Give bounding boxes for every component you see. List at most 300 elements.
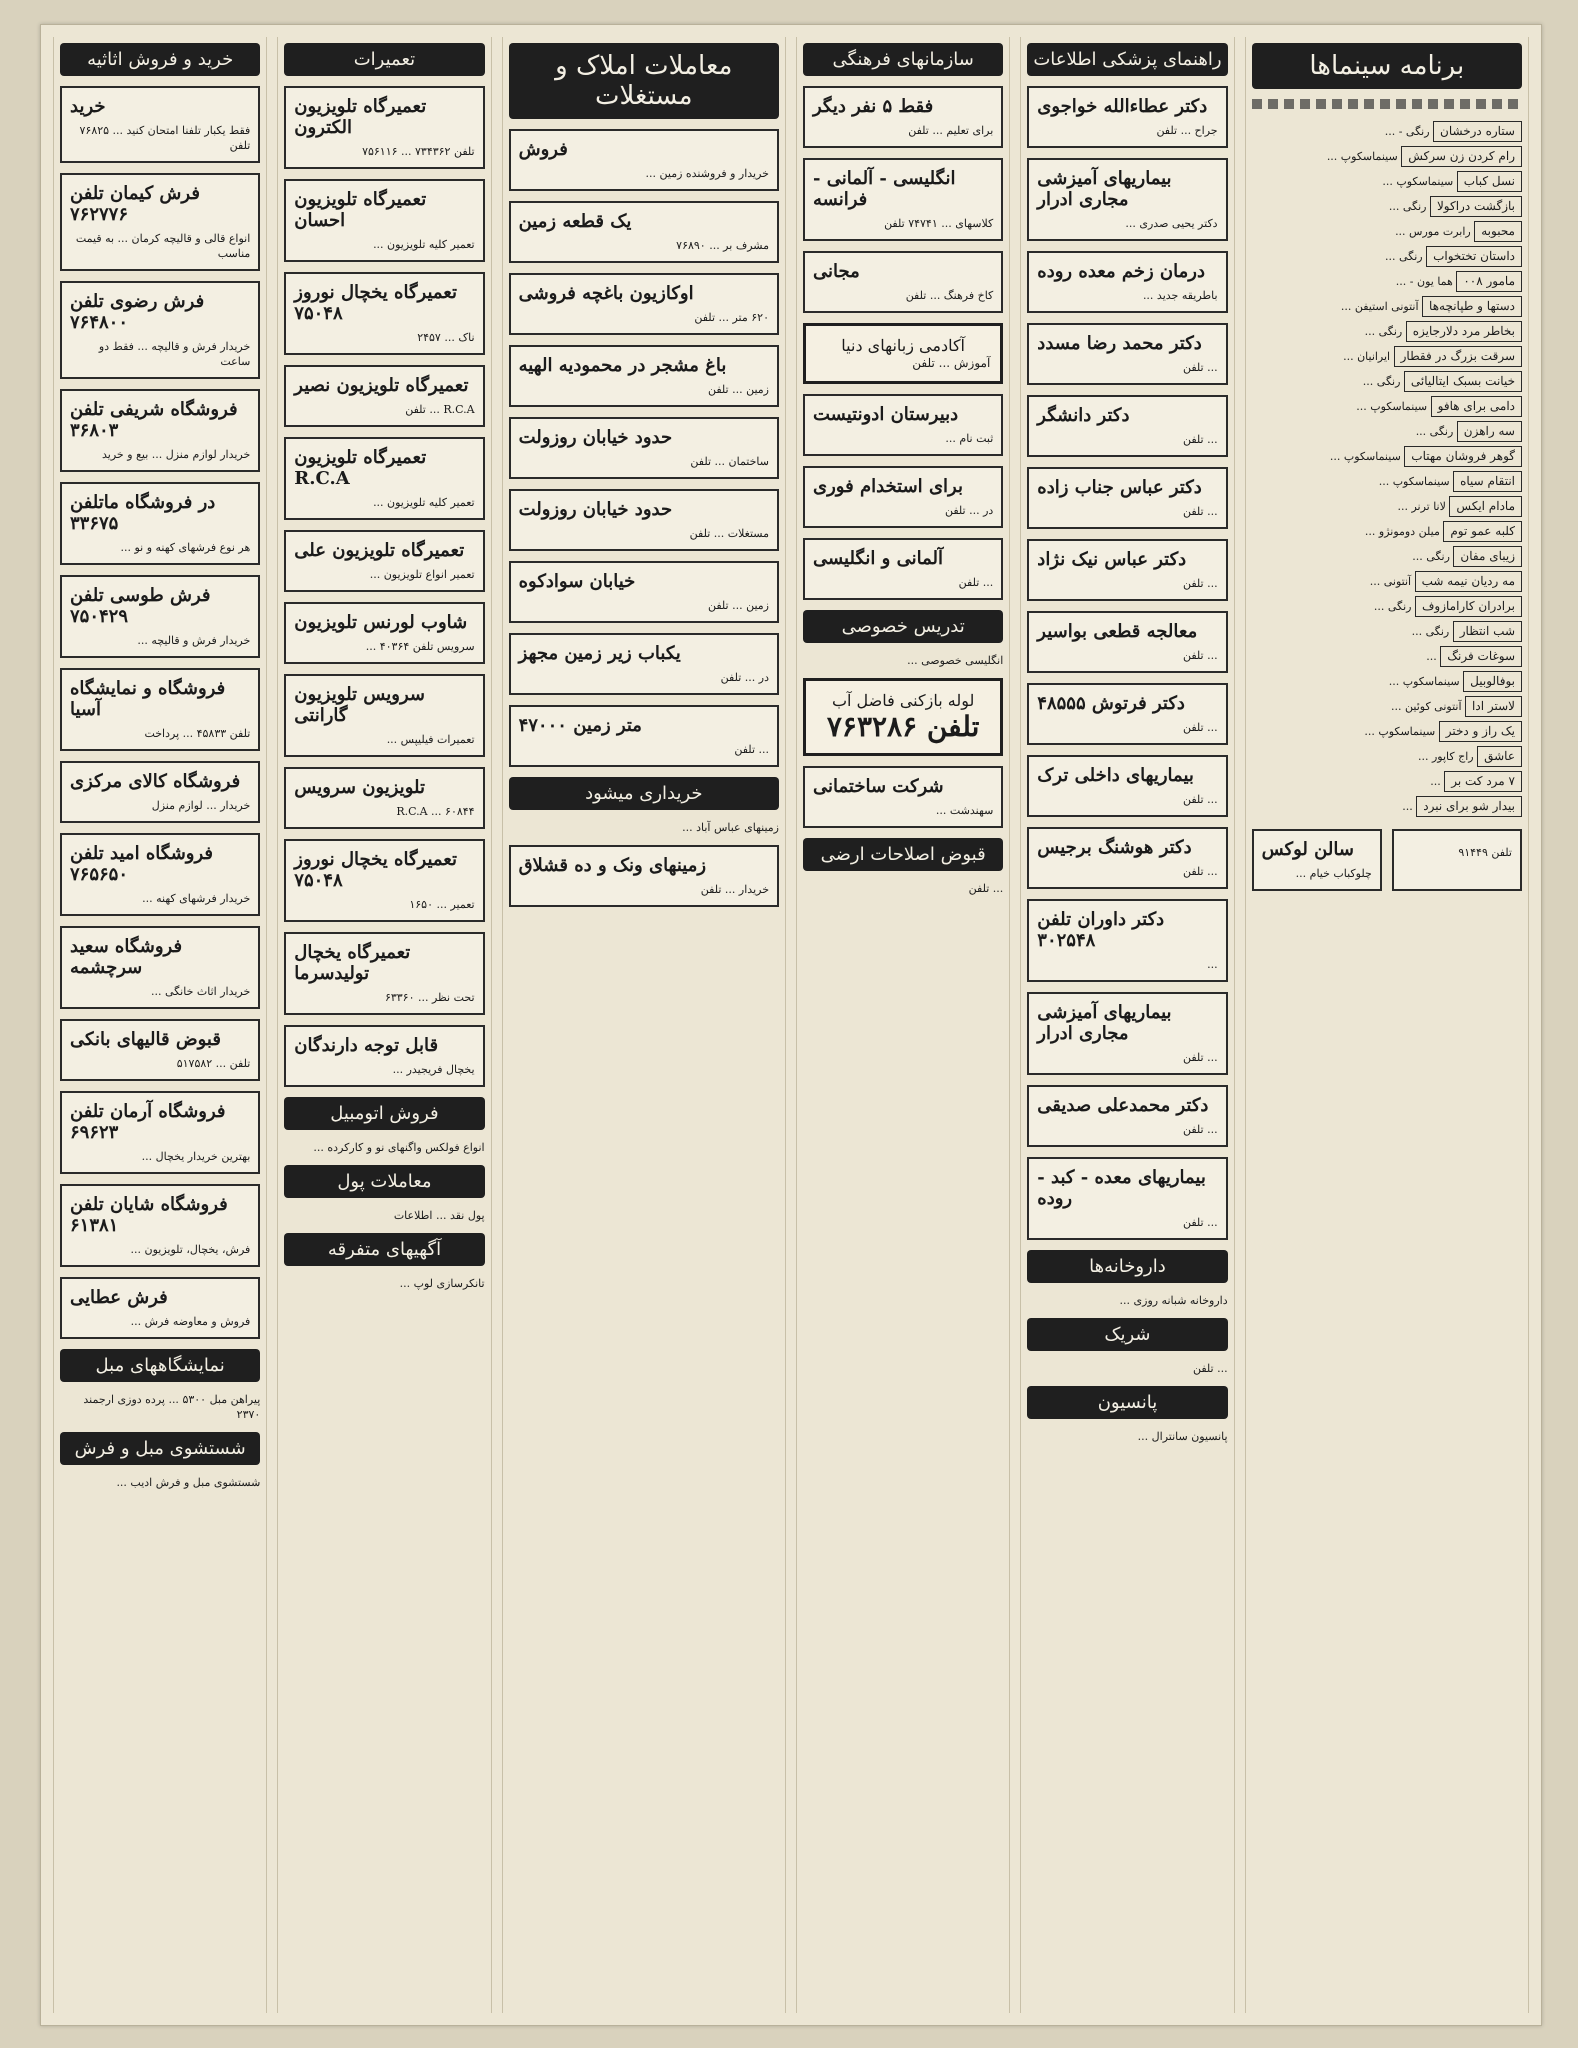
- repairs-title: قابل توجه دارندگان: [294, 1035, 439, 1056]
- ad-academy: [803, 323, 1003, 384]
- culture-title: آلمانی و انگلیسی: [813, 548, 944, 569]
- furniture-text: خریدار اثاث خانگی ...: [150, 985, 251, 998]
- realestate-text: خریدار و فروشنده زمین ...: [645, 167, 769, 180]
- furniture-title: فروشگاه آرمان تلفن ۶۹۶۲۳: [70, 1101, 226, 1143]
- ad-text: تلفن ۹۱۴۴۹: [1458, 846, 1512, 859]
- medical-item: [1027, 827, 1227, 889]
- repairs-text: تعمیر ... ۱۶۵۰: [409, 898, 475, 911]
- cinema-item: [1252, 269, 1522, 294]
- cinema-text: رنگی ...: [1388, 200, 1427, 213]
- furniture-title: فروشگاه امید تلفن ۷۶۵۶۵۰: [70, 843, 213, 885]
- culture-title: دبیرستان ادونتیست: [813, 404, 959, 425]
- repairs-header: تعمیرات: [284, 43, 484, 76]
- culture-title: برای استخدام فوری: [813, 476, 963, 497]
- cinema-item: [1252, 494, 1522, 519]
- cinema-item: [1252, 519, 1522, 544]
- medical-text: ... تلفن: [1182, 649, 1218, 662]
- culture-text: سهندشت ...: [935, 804, 994, 817]
- cinema-item: [1252, 694, 1522, 719]
- section-header: تدریس خصوصی: [803, 610, 1003, 643]
- cinema-title: مه ردیان نیمه شب: [1415, 571, 1522, 592]
- repairs-item: [284, 86, 484, 169]
- cinema-title: دامی برای هافو: [1431, 396, 1522, 417]
- section-text: انواع فولکس واگنهای نو و کارکرده ...: [313, 1141, 485, 1154]
- cinema-footer: [1252, 829, 1522, 891]
- cinema-text: رنگی ...: [1384, 250, 1423, 263]
- cinema-item: [1252, 544, 1522, 569]
- cinema-item: [1252, 344, 1522, 369]
- cinema-item: [1252, 394, 1522, 419]
- culture-text: ثبت نام ...: [945, 432, 994, 445]
- cinema-item: [1252, 294, 1522, 319]
- cinema-item: [1252, 419, 1522, 444]
- cinema-text: لانا ترنر ...: [1397, 500, 1446, 513]
- realestate-item: [509, 705, 779, 767]
- cinema-item: [1252, 769, 1522, 794]
- medical-item: [1027, 1157, 1227, 1240]
- realestate-item: [509, 489, 779, 551]
- medical-item: [1027, 467, 1227, 529]
- furniture-text: فروش و معاوضه فرش ...: [130, 1315, 251, 1328]
- culture-item: [803, 86, 1003, 148]
- furniture-title: خرید: [70, 96, 106, 117]
- realestate-item: [509, 345, 779, 407]
- realestate-title: ۴۷۰۰۰ متر زمین: [518, 715, 642, 736]
- culture-item: [803, 394, 1003, 456]
- ad-pipe: [803, 678, 1003, 756]
- realestate-title: باغ مشجر در محمودیه الهیه: [518, 355, 727, 376]
- furniture-item: [60, 482, 260, 565]
- medical-title: دکتر داوران تلفن ۳۰۲۵۴۸: [1037, 909, 1165, 951]
- medical-text: ...: [1207, 958, 1218, 971]
- cinema-text: هما یون - ...: [1395, 275, 1453, 288]
- cinema-title: زیبای مفان: [1453, 546, 1522, 567]
- realestate-title: اوکازیون باغچه فروشی: [518, 283, 694, 304]
- furniture-title: در فروشگاه ماتلفن ۳۳۶۷۵: [70, 492, 216, 534]
- furniture-text: خریدار فرش و قالیچه ...: [137, 634, 251, 647]
- medical-text: ... تلفن: [1182, 721, 1218, 734]
- columns: [53, 37, 1529, 2013]
- culture-item: [803, 251, 1003, 313]
- repairs-item: [284, 767, 484, 829]
- culture-item: [803, 766, 1003, 828]
- repairs-item: [284, 932, 484, 1015]
- cinema-title: عاشق: [1477, 746, 1522, 767]
- medical-item: [1027, 395, 1227, 457]
- cinema-text: رنگی - ...: [1384, 125, 1430, 138]
- column-realestate: [502, 37, 786, 2013]
- cinema-title: برادران کارامازوف: [1415, 596, 1522, 617]
- cinema-title: محبوبه: [1474, 221, 1522, 242]
- realestate-title: فروش: [518, 139, 568, 160]
- medical-item: [1027, 755, 1227, 817]
- ad-title: لوله بازکنی فاضل آب: [831, 691, 975, 710]
- repairs-item: [284, 530, 484, 592]
- furniture-text: انواع قالی و قالیچه کرمان ... به قیمت مناسب: [75, 232, 251, 260]
- furniture-item: [60, 1184, 260, 1267]
- cinema-title: انتقام سیاه: [1453, 471, 1522, 492]
- culture-item: [803, 538, 1003, 600]
- realestate-title: زمینهای ونک و ده قشلاق: [518, 855, 707, 876]
- repairs-title: سرویس تلویزیون گارانتی: [294, 684, 425, 726]
- cinema-text: راج کاپور ...: [1418, 750, 1474, 763]
- ad-title: سالن لوکس: [1261, 839, 1354, 860]
- realestate-title: یکباب زیر زمین مجهز: [518, 643, 681, 664]
- medical-title: درمان زخم معده روده: [1037, 261, 1205, 282]
- medical-text: جراح ... تلفن: [1156, 124, 1218, 137]
- culture-title: شرکت ساختمانی: [813, 776, 944, 797]
- cinema-item: [1252, 169, 1522, 194]
- culture-text: کاخ فرهنگ ... تلفن: [905, 289, 994, 302]
- cinema-text: آنتونی استیفن ...: [1340, 300, 1419, 313]
- section-text: پول نقد ... اطلاعات: [393, 1209, 485, 1222]
- culture-header: سازمانهای فرهنگی: [803, 43, 1003, 76]
- culture-item: [803, 466, 1003, 528]
- cinema-item: [1252, 469, 1522, 494]
- cinema-title: شب انتظار: [1453, 621, 1522, 642]
- section-text: ... تلفن: [1192, 1362, 1228, 1375]
- newspaper-page: [40, 24, 1542, 2026]
- repairs-item: [284, 365, 484, 427]
- medical-text: ... تلفن: [1182, 577, 1218, 590]
- repairs-item: [284, 1025, 484, 1087]
- repairs-item: [284, 179, 484, 262]
- cinema-item: [1252, 444, 1522, 469]
- cinema-title: یک راز و دختر: [1439, 721, 1522, 742]
- medical-text: ... تلفن: [1182, 1216, 1218, 1229]
- cinema-item: [1252, 619, 1522, 644]
- medical-title: دکتر محمدعلی صدیقی: [1037, 1095, 1209, 1116]
- medical-item: [1027, 899, 1227, 982]
- furniture-title: قبوض قالیهای بانکی: [70, 1029, 221, 1050]
- cinema-title: بوفالوبیل: [1463, 671, 1522, 692]
- furniture-item: [60, 1277, 260, 1339]
- section-text: ... تلفن: [968, 882, 1004, 895]
- furniture-item: [60, 173, 260, 271]
- medical-title: دکتر محمد رضا مسدد: [1037, 333, 1202, 354]
- medical-title: بیماریهای آمیزشی مجاری ادرار: [1037, 1002, 1172, 1044]
- furniture-item: [60, 926, 260, 1009]
- repairs-title: تعمیرگاه تلویزیون R.C.A: [294, 447, 427, 489]
- section-header: معاملات پول: [284, 1165, 484, 1198]
- medical-title: دکتر عطاءالله خواجوی: [1037, 96, 1208, 117]
- cinema-title: ۷ مرد کت بر: [1444, 771, 1522, 792]
- realestate-header: معاملات املاک و مستغلات: [509, 43, 779, 119]
- cinema-text: رنگی ...: [1362, 375, 1401, 388]
- medical-title: بیماریهای آمیزشی مجاری ادرار: [1037, 168, 1172, 210]
- section-header: داروخانه‌ها: [1027, 1250, 1227, 1283]
- furniture-title: فروشگاه و نمایشگاه آسیا: [70, 678, 226, 720]
- furniture-text: خریدار فرشهای کهنه ...: [142, 892, 251, 905]
- cinema-text: ایرانیان ...: [1343, 350, 1391, 363]
- furniture-title: فروشگاه شریفی تلفن ۳۶۸۰۳: [70, 399, 238, 441]
- medical-text: ... تلفن: [1182, 1051, 1218, 1064]
- column-cinema: [1245, 37, 1529, 2013]
- cinema-text: رابرت مورس ...: [1395, 225, 1471, 238]
- realestate-text: خریدار ... تلفن: [700, 883, 769, 896]
- repairs-item: [284, 602, 484, 664]
- cinema-item: [1252, 194, 1522, 219]
- cinema-text: سینماسکوپ ...: [1356, 400, 1428, 413]
- section-text: پانسیون سانترال ...: [1137, 1430, 1228, 1443]
- medical-item: [1027, 251, 1227, 313]
- cinema-title: سوغات فرنگ: [1440, 646, 1522, 667]
- realestate-text: مشرف بر ... ۷۶۸۹۰: [676, 239, 769, 252]
- section-header: خریداری میشود: [509, 777, 779, 810]
- cinema-text: ...: [1430, 775, 1441, 788]
- culture-text: کلاسهای ... ۷۴۷۴۱ تلفن: [884, 217, 994, 230]
- realestate-text: در ... تلفن: [720, 671, 769, 684]
- realestate-title: حدود خیابان روزولت: [518, 499, 673, 520]
- culture-title: مجانی: [813, 261, 860, 282]
- furniture-header: خرید و فروش اثاثیه: [60, 43, 260, 76]
- repairs-item: [284, 839, 484, 922]
- furniture-text: فقط یکبار تلفنا امتحان کنید ... ۷۶۸۲۵ تلفن: [79, 124, 251, 152]
- cinema-item: [1252, 144, 1522, 169]
- repairs-item: [284, 272, 484, 355]
- culture-title: انگلیسی - آلمانی - فرانسه: [813, 168, 956, 210]
- ad-number: تلفن ۷۶۳۲۸۶: [826, 710, 980, 743]
- furniture-title: فروشگاه شایان تلفن ۶۱۳۸۱: [70, 1194, 228, 1236]
- realestate-item: [509, 201, 779, 263]
- cinema-item: [1252, 244, 1522, 269]
- culture-text: ... تلفن: [958, 576, 994, 589]
- realestate-item: [509, 129, 779, 191]
- cinema-text: سینماسکوپ ...: [1364, 725, 1436, 738]
- repairs-title: تعمیرگاه تلویزیون نصیر: [294, 375, 469, 396]
- furniture-item: [60, 1091, 260, 1174]
- medical-title: دکتر هوشنگ برجیس: [1037, 837, 1192, 858]
- cinema-item: [1252, 744, 1522, 769]
- realestate-item: [509, 845, 779, 907]
- repairs-title: تعمیرگاه یخچال نوروز ۷۵۰۴۸: [294, 282, 457, 324]
- medical-title: بیماریهای داخلی ترک: [1037, 765, 1194, 786]
- furniture-title: فرش طوسی تلفن ۷۵۰۴۲۹: [70, 585, 211, 627]
- furniture-item: [60, 86, 260, 163]
- ad-text: چلوکباب خیام ...: [1295, 867, 1372, 880]
- medical-text: ... تلفن: [1182, 793, 1218, 806]
- repairs-text: R.C.A ... ۶۰۸۴۴: [396, 805, 475, 818]
- section-text: داروخانه شبانه روزی ...: [1119, 1294, 1228, 1307]
- cinema-text: رنگی ...: [1373, 600, 1412, 613]
- cinema-text: رنگی ...: [1364, 325, 1403, 338]
- culture-title: فقط ۵ نفر دیگر: [813, 96, 934, 117]
- section-header: قبوض اصلاحات ارضی: [803, 838, 1003, 871]
- furniture-title: فرش رضوی تلفن ۷۶۴۸۰۰: [70, 291, 205, 333]
- furniture-text: هر نوع فرشهای کهنه و نو ...: [120, 541, 251, 554]
- repairs-title: شاوب لورنس تلویزیون: [294, 612, 468, 633]
- cinema-item: [1252, 644, 1522, 669]
- medical-text: ... تلفن: [1182, 361, 1218, 374]
- furniture-item: [60, 389, 260, 472]
- furniture-item: [60, 575, 260, 658]
- realestate-text: ۶۲۰ متر ... تلفن: [694, 311, 769, 324]
- furniture-item: [60, 668, 260, 751]
- cinema-item: [1252, 569, 1522, 594]
- cinema-text: سینماسکوپ ...: [1382, 175, 1454, 188]
- cinema-item: [1252, 669, 1522, 694]
- culture-text: برای تعلیم ... تلفن: [908, 124, 994, 137]
- medical-item: [1027, 323, 1227, 385]
- medical-title: بیماریهای معده - کبد - روده: [1037, 1167, 1206, 1209]
- repairs-text: تعمیرات فیلیپس ...: [386, 733, 475, 746]
- section-text: تانکرسازی لوپ ...: [399, 1277, 485, 1290]
- section-header: شستشوی مبل و فرش: [60, 1432, 260, 1465]
- repairs-title: تعمیرگاه تلویزیون علی: [294, 540, 465, 561]
- cinema-title: سرقت بزرگ در فقطار: [1394, 346, 1522, 367]
- furniture-title: فرش عطایی: [70, 1287, 168, 1308]
- furniture-text: خریدار لوازم منزل ... بیع و خرید: [102, 448, 251, 461]
- ad-box: [1252, 829, 1382, 891]
- medical-item: [1027, 1085, 1227, 1147]
- realestate-item: [509, 561, 779, 623]
- medical-item: [1027, 539, 1227, 601]
- medical-item: [1027, 158, 1227, 241]
- repairs-text: یخچال فریجیدر ...: [392, 1063, 475, 1076]
- furniture-text: خریدار فرش و قالیچه ... فقط دو ساعت: [98, 340, 251, 368]
- repairs-title: تعمیرگاه یخچال نوروز ۷۵۰۴۸: [294, 849, 457, 891]
- medical-text: باطریقه جدید ...: [1142, 289, 1218, 302]
- furniture-text: تلفن ... ۵۱۷۵۸۲: [176, 1057, 251, 1070]
- repairs-text: R.C.A ... تلفن: [405, 403, 475, 416]
- cinema-text: سینماسکوپ ...: [1388, 675, 1460, 688]
- cinema-text: آنتونی کوئین ...: [1391, 700, 1462, 713]
- repairs-item: [284, 437, 484, 520]
- culture-item: [803, 158, 1003, 241]
- medical-text: ... تلفن: [1182, 505, 1218, 518]
- cinema-text: میلن دومونژو ...: [1364, 525, 1440, 538]
- cinema-title: مادام ایکس: [1449, 496, 1522, 517]
- cinema-list: [1252, 119, 1522, 819]
- furniture-text: خریدار ... لوازم منزل: [151, 799, 251, 812]
- realestate-text: ... تلفن: [734, 743, 769, 756]
- cinema-item: [1252, 219, 1522, 244]
- medical-item: [1027, 611, 1227, 673]
- furniture-text: تلفن ۴۵۸۳۳ ... پرداخت: [144, 727, 251, 740]
- cinema-text: سینماسکوپ ...: [1329, 450, 1401, 463]
- cinema-text: رنگی ...: [1412, 550, 1450, 563]
- section-text: شستشوی مبل و فرش ادیب ...: [116, 1476, 261, 1489]
- cinema-text: آنتونی ...: [1369, 575, 1412, 588]
- section-text: انگلیسی خصوصی ...: [907, 654, 1004, 667]
- repairs-text: سرویس تلفن ۴۰۳۶۴ ...: [365, 640, 475, 653]
- medical-text: ... تلفن: [1182, 865, 1218, 878]
- cinema-item: [1252, 119, 1522, 144]
- cinema-title: ستاره درخشان: [1433, 121, 1522, 142]
- realestate-item: [509, 417, 779, 479]
- realestate-text: زمین ... تلفن: [707, 383, 769, 396]
- medical-text: ... تلفن: [1182, 433, 1218, 446]
- medical-header: راهنمای پزشکی اطلاعات: [1027, 43, 1227, 76]
- repairs-title: تلویزیون سرویس: [294, 777, 425, 798]
- cinema-item: [1252, 369, 1522, 394]
- cinema-title: دستها و طپانچه‌ها: [1422, 296, 1522, 317]
- cinema-item: [1252, 794, 1522, 819]
- furniture-item: [60, 281, 260, 379]
- furniture-item: [60, 833, 260, 916]
- cinema-title: خیانت بسبک ایتالیائی: [1404, 371, 1522, 392]
- cinema-item: [1252, 594, 1522, 619]
- realestate-text: زمین ... تلفن: [707, 599, 769, 612]
- medical-text: ... تلفن: [1182, 1123, 1218, 1136]
- cinema-title: کلبه عمو توم: [1443, 521, 1522, 542]
- cinema-text: رنگی ...: [1415, 425, 1454, 438]
- cinema-title: بیدار شو برای نبرد: [1416, 796, 1522, 817]
- column-furniture: [53, 37, 267, 2013]
- repairs-title: تعمیرگاه یخچال تولیدسرما: [294, 942, 411, 984]
- repairs-item: [284, 674, 484, 757]
- realestate-item: [509, 273, 779, 335]
- section-header: نمایشگاههای مبل: [60, 1349, 260, 1382]
- cinema-header: برنامه سینماها: [1252, 43, 1522, 89]
- ad-title: آکادمی زبانهای دنیا: [841, 336, 965, 355]
- realestate-text: مستغلات ... تلفن: [689, 527, 769, 540]
- cinema-item: [1252, 319, 1522, 344]
- realestate-text: ساختمان ... تلفن: [690, 455, 769, 468]
- repairs-text: تحت نظر ... ۶۳۳۶۰: [384, 991, 475, 1004]
- furniture-title: فرش کیمان تلفن ۷۶۲۷۷۶: [70, 183, 200, 225]
- repairs-title: تعمیرگاه تلویزیون الکترون: [294, 96, 427, 138]
- cinema-title: سه راهزن: [1457, 421, 1522, 442]
- cinema-title: رام کردن زن سرکش: [1401, 146, 1522, 167]
- section-header: آگهیهای متفرقه: [284, 1233, 484, 1266]
- cinema-text: رنگی ...: [1411, 625, 1450, 638]
- realestate-title: حدود خیابان روزولت: [518, 427, 673, 448]
- medical-title: دکتر عباس نیک نژاد: [1037, 549, 1187, 570]
- cinema-title: مامور ۰۰۸: [1456, 271, 1522, 292]
- cinema-text: سینماسکوپ ...: [1378, 475, 1450, 488]
- culture-text: در ... تلفن: [944, 504, 994, 517]
- section-header: شریک: [1027, 1318, 1227, 1351]
- furniture-item: [60, 761, 260, 823]
- cinema-title: داستان تختخواب: [1426, 246, 1522, 267]
- medical-title: دکتر دانشگر: [1037, 405, 1130, 426]
- section-text: زمینهای عباس آباد ...: [682, 821, 779, 834]
- section-header: فروش اتومبیل: [284, 1097, 484, 1130]
- repairs-text: تعمیر کلیه تلویزیون ...: [373, 238, 475, 251]
- repairs-text: تعمیر کلیه تلویزیون ...: [373, 496, 475, 509]
- furniture-item: [60, 1019, 260, 1081]
- realestate-item: [509, 633, 779, 695]
- medical-title: معالجه قطعی بواسیر: [1037, 621, 1198, 642]
- medical-title: دکتر فرتوش ۴۸۵۵۵: [1037, 693, 1185, 714]
- furniture-text: فرش، یخچال، تلویزیون ...: [130, 1243, 251, 1256]
- furniture-title: فروشگاه سعید سرچشمه: [70, 936, 183, 978]
- medical-item: [1027, 683, 1227, 745]
- medical-title: دکتر عباس جناب زاده: [1037, 477, 1202, 498]
- cinema-text: ...: [1426, 650, 1437, 663]
- section-text: پیراهن مبل ۵۳۰۰ ... پرده دوزی ارجمند ۲۳۷۰: [83, 1393, 261, 1421]
- repairs-title: تعمیرگاه تلویزیون احسان: [294, 189, 427, 231]
- cinema-text: سینماسکوپ ...: [1326, 150, 1398, 163]
- column-repairs: [277, 37, 491, 2013]
- divider: [1252, 99, 1522, 109]
- medical-item: [1027, 992, 1227, 1075]
- column-medical: [1020, 37, 1234, 2013]
- cinema-text: ...: [1402, 800, 1413, 813]
- realestate-title: خیابان سوادکوه: [518, 571, 636, 592]
- realestate-title: یک قطعه زمین: [518, 211, 632, 232]
- cinema-title: گوهر فروشان مهتاب: [1404, 446, 1522, 467]
- section-header: پانسیون: [1027, 1386, 1227, 1419]
- ad-text: آموزش ... تلفن: [912, 356, 991, 370]
- furniture-title: فروشگاه کالای مرکزی: [70, 771, 241, 792]
- column-culture: [796, 37, 1010, 2013]
- cinema-title: بازگشت دراکولا: [1430, 196, 1522, 217]
- medical-item: [1027, 86, 1227, 148]
- medical-text: دکتر یحیی صدری ...: [1125, 217, 1218, 230]
- cinema-title: بخاطر مرد دلارجایزه: [1406, 321, 1522, 342]
